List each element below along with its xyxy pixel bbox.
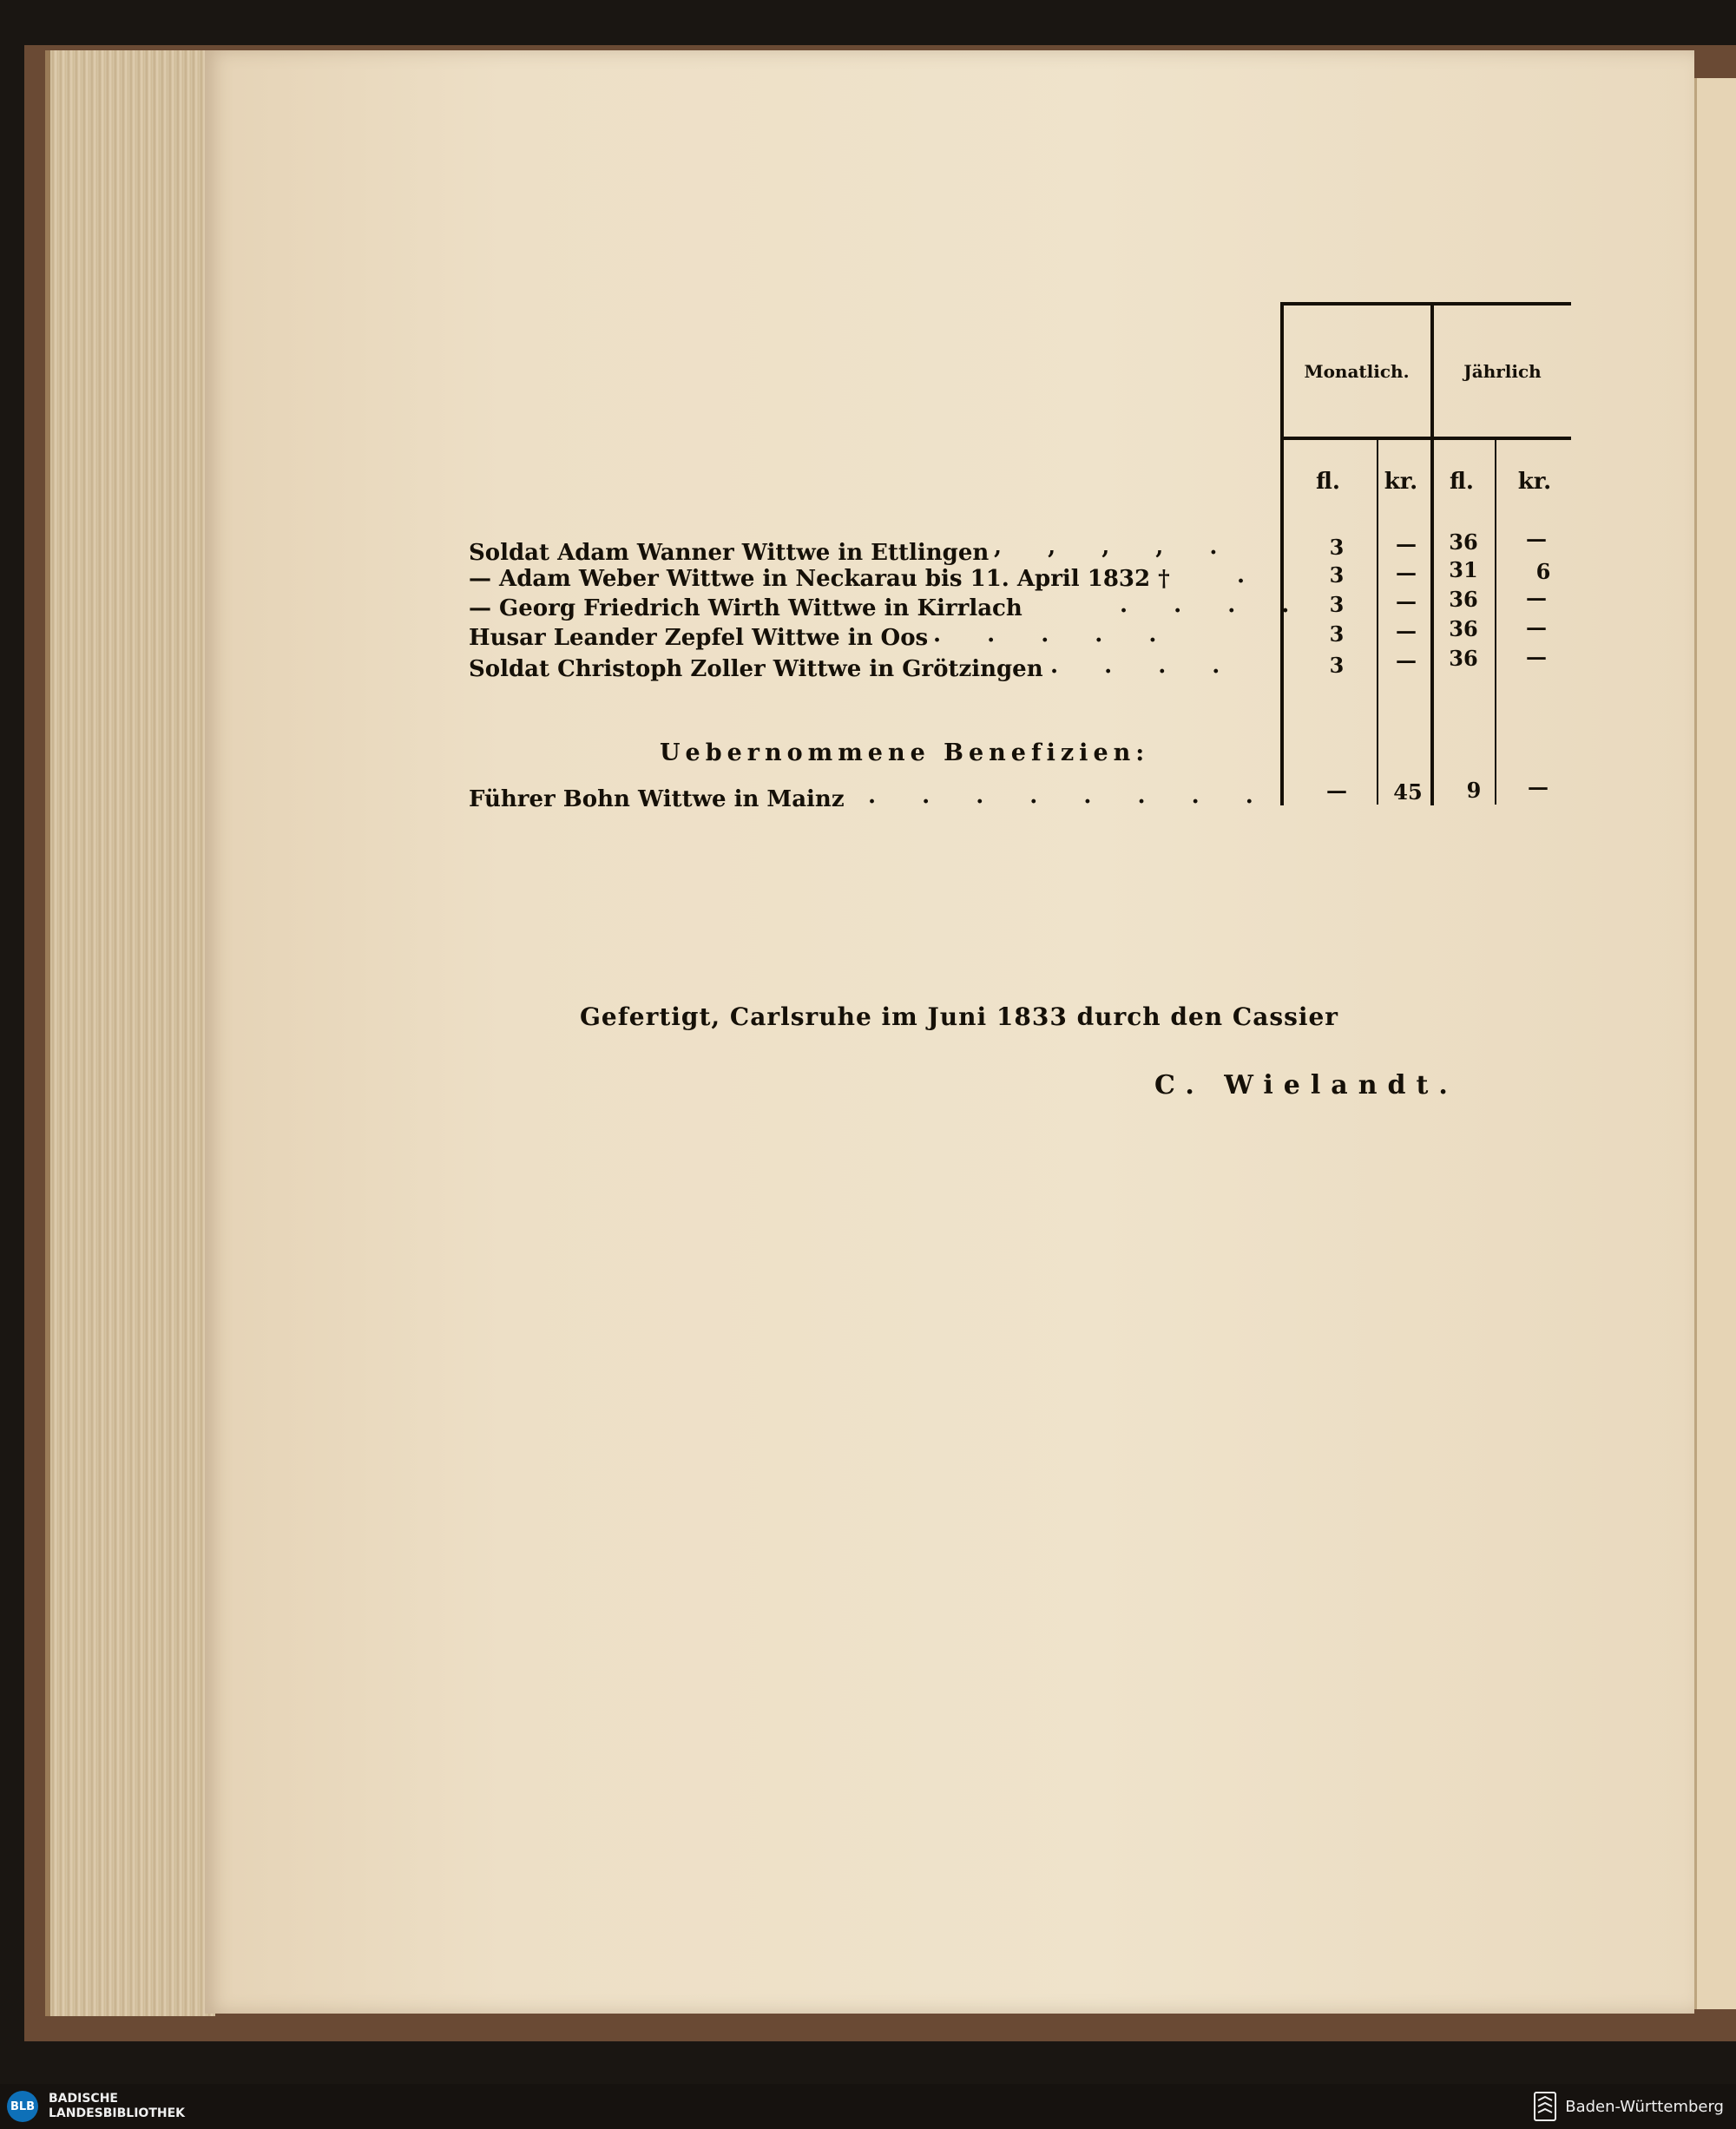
entry-monthly-fl: 3 [1329, 562, 1345, 588]
benefice-yearly-kr: — [1528, 774, 1549, 799]
cashier-signature: C. Wielandt. [1154, 1070, 1458, 1101]
subheader-kr-yearly: kr. [1517, 469, 1552, 495]
section-heading: Uebernommene Benefizien: [660, 739, 1150, 766]
entry-monthly-kr: — [1396, 560, 1417, 585]
entry-name: — Adam Weber Wittwe in Neckarau bis 11. April 1832 † [469, 566, 1170, 592]
library-name-line2: LANDESBIBLIOTHEK [49, 2106, 186, 2120]
entry-leader-dots: . . . . . [933, 621, 1176, 647]
entry-yearly-kr: — [1526, 526, 1547, 551]
entry-monthly-fl: 3 [1329, 653, 1345, 678]
entry-name: Soldat Adam Wanner Wittwe in Ettlingen [469, 540, 990, 566]
closing-line: Gefertigt, Carlsruhe im Juni 1833 durch den Cassier [580, 1002, 1339, 1031]
entry-name: — Georg Friedrich Wirth Wittwe in Kirrlach [469, 595, 1023, 621]
entry-monthly-kr: — [1396, 531, 1417, 556]
table-left-rule [1280, 302, 1284, 805]
benefice-monthly-kr: 45 [1393, 779, 1423, 805]
benefice-monthly-fl: — [1326, 778, 1347, 803]
benefice-name: Führer Bohn Wittwe in Mainz [469, 786, 845, 812]
subheader-fl-yearly: fl. [1450, 469, 1474, 495]
entry-name: Soldat Christoph Zoller Wittwe in Grötzingen [469, 656, 1043, 682]
entry-monthly-kr: — [1396, 618, 1417, 643]
table-col-rule-3 [1495, 440, 1496, 805]
entry-yearly-kr: — [1526, 614, 1547, 640]
entry-monthly-kr: — [1396, 647, 1417, 673]
entry-yearly-fl: 31 [1449, 557, 1478, 582]
footer-bar [0, 2084, 1736, 2129]
benefice-yearly-fl: 9 [1466, 778, 1482, 803]
subheader-kr-monthly: kr. [1384, 469, 1418, 495]
entry-yearly-kr: 6 [1535, 559, 1551, 584]
header-yearly: Jährlich [1463, 361, 1542, 382]
entry-leader-dots: . . . . [1050, 653, 1240, 679]
blb-branding[interactable] [7, 2091, 185, 2122]
benefice-leader-dots: . . . . . . . . [868, 783, 1272, 809]
entry-yearly-fl: 36 [1449, 529, 1478, 555]
state-name: Baden-Württemberg [1565, 2097, 1724, 2116]
entry-leader-dots: , , , , . [994, 534, 1237, 560]
entry-yearly-fl: 36 [1449, 616, 1478, 641]
header-monthly: Monatlich. [1304, 361, 1410, 382]
table-top-rule [1280, 302, 1571, 306]
blb-logo-icon: BLB [7, 2091, 38, 2122]
entry-monthly-kr: — [1396, 588, 1417, 614]
entry-leader-dots: . . . . [1120, 592, 1309, 618]
entry-yearly-fl: 36 [1449, 587, 1478, 612]
entry-monthly-fl: 3 [1329, 592, 1345, 617]
entry-yearly-kr: — [1526, 585, 1547, 610]
coat-of-arms-icon [1534, 2092, 1556, 2121]
entry-yearly-kr: — [1526, 644, 1547, 669]
entry-yearly-fl: 36 [1449, 646, 1478, 671]
entry-name: Husar Leander Zepfel Wittwe in Oos [469, 625, 929, 651]
library-name [49, 2092, 185, 2121]
entry-monthly-fl: 3 [1329, 621, 1345, 647]
state-branding[interactable] [1534, 2092, 1724, 2121]
table-col-rule-1 [1377, 440, 1378, 805]
subheader-fl-monthly: fl. [1316, 469, 1340, 495]
table-header-rule [1280, 437, 1571, 440]
library-name-line1: BADISCHE [49, 2092, 118, 2106]
entry-monthly-fl: 3 [1329, 535, 1345, 560]
entry-leader-dots: . [1237, 562, 1265, 588]
